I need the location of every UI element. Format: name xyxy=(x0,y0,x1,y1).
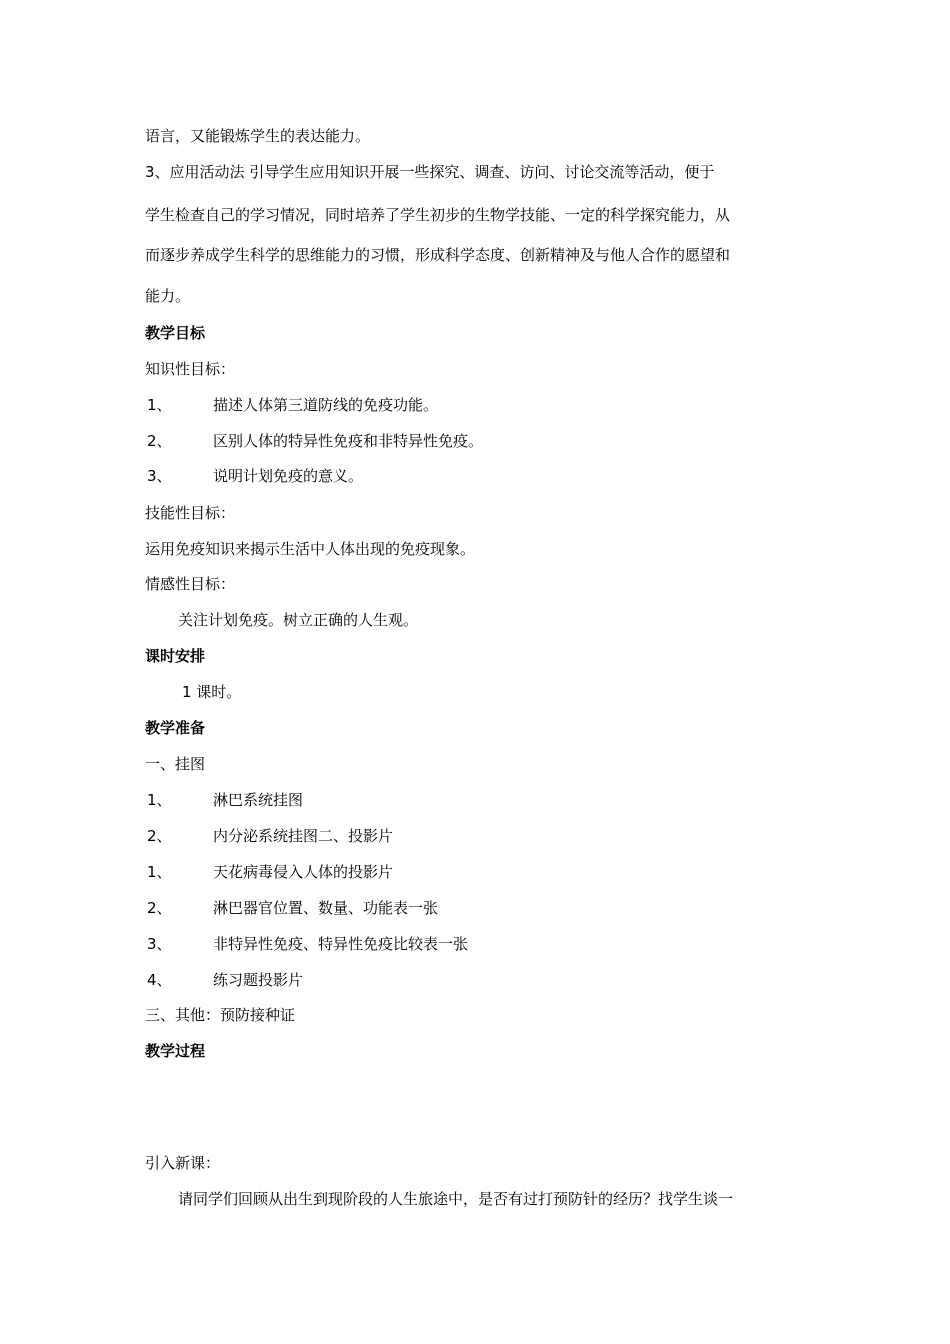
prep-part-1: 一、挂图 xyxy=(145,755,206,773)
list-number: 2、 xyxy=(147,899,172,917)
paragraph-line: 能力。 xyxy=(145,287,191,305)
emotion-label: 情感性目标： xyxy=(145,575,236,593)
emotion-text: 关注计划免疫。树立正确的人生观。 xyxy=(178,611,419,629)
list-text: 区别人体的特异性免疫和非特异性免疫。 xyxy=(213,432,484,450)
section-heading-goals: 教学目标 xyxy=(145,324,206,342)
schedule-text: 1 课时。 xyxy=(182,683,242,701)
section-heading-schedule: 课时安排 xyxy=(145,647,206,665)
list-number: 1、 xyxy=(147,791,172,809)
list-item xyxy=(145,898,438,918)
list-text: 天花病毒侵入人体的投影片 xyxy=(213,863,394,881)
paragraph-line: 3、应用活动法 引导学生应用知识开展一些探究、调查、访问、讨论交流等活动，便于 xyxy=(145,163,715,181)
list-item xyxy=(145,395,438,415)
list-item xyxy=(145,790,303,810)
intro-label: 引入新课： xyxy=(145,1154,221,1172)
list-item xyxy=(145,466,363,486)
intro-text: 请同学们回顾从出生到现阶段的人生旅途中，是否有过打预防针的经历？找学生谈一 xyxy=(178,1190,734,1208)
list-number: 3、 xyxy=(147,467,172,485)
list-number: 2、 xyxy=(147,432,172,450)
list-item xyxy=(145,431,483,451)
list-item xyxy=(145,862,393,882)
list-item xyxy=(145,826,393,846)
section-heading-prep: 教学准备 xyxy=(145,719,206,737)
section-heading-process: 教学过程 xyxy=(145,1042,206,1060)
list-text: 非特异性免疫、特异性免疫比较表一张 xyxy=(213,935,469,953)
skill-label: 技能性目标： xyxy=(145,504,236,522)
list-number: 4、 xyxy=(147,971,172,989)
list-number: 1、 xyxy=(147,396,172,414)
paragraph-tail: 语言，又能锻炼学生的表达能力。 xyxy=(145,127,371,145)
paragraph-line: 学生检查自己的学习情况，同时培养了学生初步的生物学技能、一定的科学探究能力，从 xyxy=(145,206,731,224)
prep-part-3: 三、其他：预防接种证 xyxy=(145,1006,296,1024)
knowledge-label: 知识性目标： xyxy=(145,360,236,378)
list-item xyxy=(145,970,303,990)
list-text: 淋巴器官位置、数量、功能表一张 xyxy=(213,899,439,917)
list-item xyxy=(145,934,468,954)
list-text: 说明计划免疫的意义。 xyxy=(213,467,364,485)
list-text: 淋巴系统挂图 xyxy=(213,791,304,809)
list-number: 1、 xyxy=(147,863,172,881)
list-text: 描述人体第三道防线的免疫功能。 xyxy=(213,396,439,414)
list-text: 内分泌系统挂图二、投影片 xyxy=(213,827,394,845)
list-number: 3、 xyxy=(147,935,172,953)
list-text: 练习题投影片 xyxy=(213,971,304,989)
list-number: 2、 xyxy=(147,827,172,845)
skill-text: 运用免疫知识来揭示生活中人体出现的免疫现象。 xyxy=(145,540,476,558)
paragraph-line: 而逐步养成学生科学的思维能力的习惯，形成科学态度、创新精神及与他人合作的愿望和 xyxy=(145,246,731,264)
